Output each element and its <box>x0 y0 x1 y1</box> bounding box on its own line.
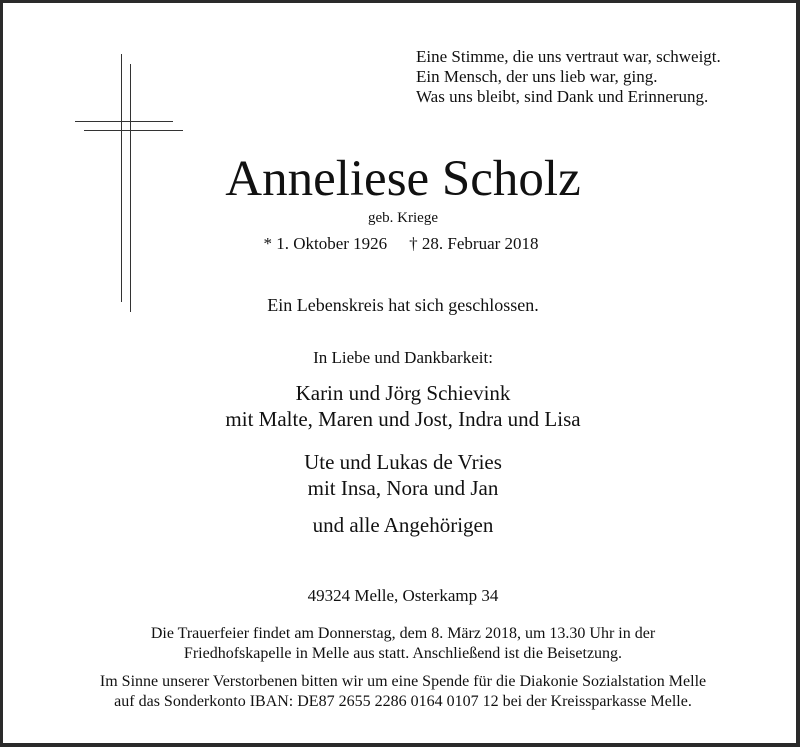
family-parents: Ute und Lukas de Vries <box>304 450 502 474</box>
death-date: † 28. Februar 2018 <box>409 234 539 253</box>
poem-line: Was uns bleibt, sind Dank und Erinnerung. <box>416 87 709 106</box>
funeral-line: Friedhofskapelle in Melle aus statt. Anschließend ist die Beisetzung. <box>183 645 623 662</box>
cross-horizontal-line-2 <box>84 130 183 131</box>
gratitude-line: In Liebe und Dankbarkeit: <box>313 348 493 367</box>
maiden-name: geb. Kriege <box>368 210 438 226</box>
family-block-2 <box>3 449 800 501</box>
deceased-name: Anneliese Scholz <box>225 151 581 207</box>
family-children: mit Malte, Maren und Jost, Indra und Lisa <box>225 407 581 431</box>
donation-line: Im Sinne unserer Verstorbenen bitten wir um eine Spende für die Diakonie Sozialstation Melle <box>99 673 707 690</box>
family-address: 49324 Melle, Osterkamp 34 <box>307 586 499 605</box>
funeral-line: Die Trauerfeier findet am Donnerstag, dem 8. März 2018, um 13.30 Uhr in der <box>150 625 656 642</box>
relatives-line: und alle Angehörigen <box>312 513 494 537</box>
closing-circle-line: Ein Lebenskreis hat sich geschlossen. <box>267 295 539 315</box>
donation-line: auf das Sonderkonto IBAN: DE87 2655 2286 0164 0107 12 bei der Kreissparkasse Melle. <box>114 693 692 710</box>
life-dates <box>1 233 800 255</box>
poem-line: Ein Mensch, der uns lieb war, ging. <box>416 67 658 86</box>
family-children: mit Insa, Nora und Jan <box>307 476 499 500</box>
family-parents: Karin und Jörg Schievink <box>295 381 511 405</box>
family-block-1 <box>3 380 800 432</box>
donation-info <box>3 672 800 712</box>
poem-line: Eine Stimme, die uns vertraut war, schweigt. <box>416 47 721 66</box>
memorial-poem <box>416 47 721 107</box>
birth-date: * 1. Oktober 1926 <box>263 234 388 253</box>
cross-horizontal-line-1 <box>75 121 173 122</box>
funeral-info <box>3 624 800 664</box>
